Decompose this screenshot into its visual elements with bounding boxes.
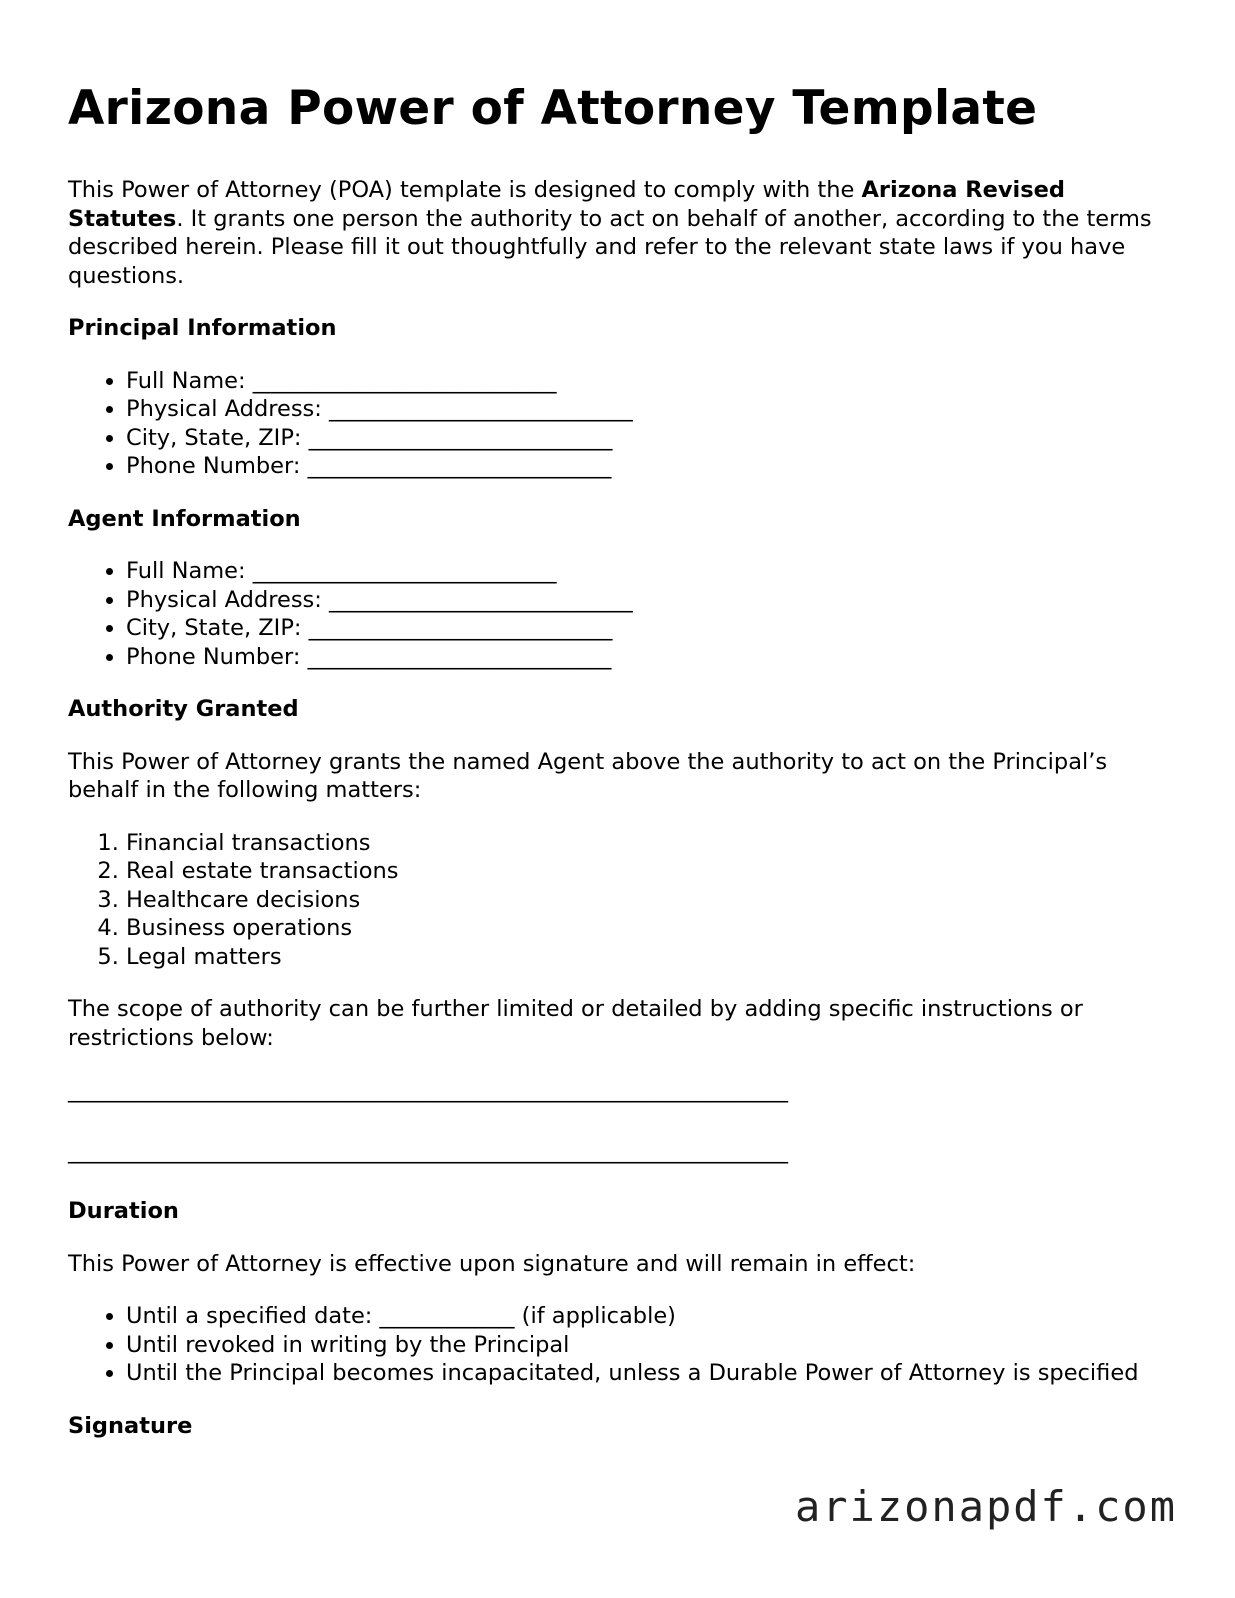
duration-item: • Until a specified date: ____________ (if applicable) — [126, 1302, 1168, 1331]
principal-city-state-zip: • City, State, ZIP: ___________________________ — [126, 424, 1168, 453]
intro-paragraph — [68, 176, 1168, 290]
authority-item: 4. Business operations — [126, 914, 1168, 943]
document-page — [68, 80, 1168, 1464]
intro-text-end: . It grants one person the authority to act on behalf of another, according to the terms described herein. Please fill it out thoughtfully and refer to the relevant state laws if you have questions. — [68, 205, 1152, 289]
intro-bold-statutes: Arizona Revised Statutes — [68, 177, 1066, 232]
page-title: Arizona Power of Attorney Template — [68, 81, 1038, 136]
restriction-line: ________________________________________________________________ — [68, 1137, 788, 1164]
agent-heading: Agent Information — [68, 505, 301, 532]
duration-item: • Until revoked in writing by the Principal — [126, 1331, 1168, 1360]
authority-heading: Authority Granted — [68, 696, 299, 722]
scope-text: The scope of authority can be further limited or detailed by adding specific instructions or restrictions below: — [68, 996, 1083, 1051]
restrictions-lines — [68, 1076, 1168, 1165]
agent-physical-address: • Physical Address: ___________________________ — [126, 586, 1168, 615]
watermark: arizonapdf.com — [794, 1482, 1177, 1531]
agent-city-state-zip: • City, State, ZIP: ___________________________ — [126, 614, 1168, 643]
principal-physical-address: • Physical Address: ___________________________ — [126, 395, 1168, 424]
duration-item: • Until the Principal becomes incapacitated, unless a Durable Power of Attorney is specified — [126, 1359, 1168, 1388]
authority-item: 3. Healthcare decisions — [126, 886, 1168, 915]
principal-list — [68, 367, 1168, 481]
agent-phone-number: • Phone Number: ___________________________ — [126, 643, 1168, 672]
signature-heading: Signature — [68, 1412, 193, 1439]
authority-item: 5. Legal matters — [126, 943, 1168, 972]
principal-heading: Principal Information — [68, 315, 337, 341]
authority-list — [68, 829, 1168, 972]
authority-item: 2. Real estate transactions — [126, 857, 1168, 886]
duration-text: This Power of Attorney is effective upon signature and will remain in effect: — [68, 1250, 916, 1277]
agent-full-name: • Full Name: ___________________________ — [126, 557, 1168, 586]
authority-text: This Power of Attorney grants the named Agent above the authority to act on the Principal’s behalf in the following matters: — [68, 748, 1108, 803]
duration-heading: Duration — [68, 1198, 179, 1224]
intro-text-start: This Power of Attorney (POA) template is designed to comply with the — [68, 177, 862, 203]
principal-phone-number: • Phone Number: ___________________________ — [126, 452, 1168, 481]
principal-full-name: • Full Name: ___________________________ — [126, 367, 1168, 396]
restriction-line: ________________________________________________________________ — [68, 1077, 788, 1103]
duration-list — [68, 1302, 1168, 1388]
authority-item: 1. Financial transactions — [126, 829, 1168, 858]
agent-list — [68, 557, 1168, 671]
